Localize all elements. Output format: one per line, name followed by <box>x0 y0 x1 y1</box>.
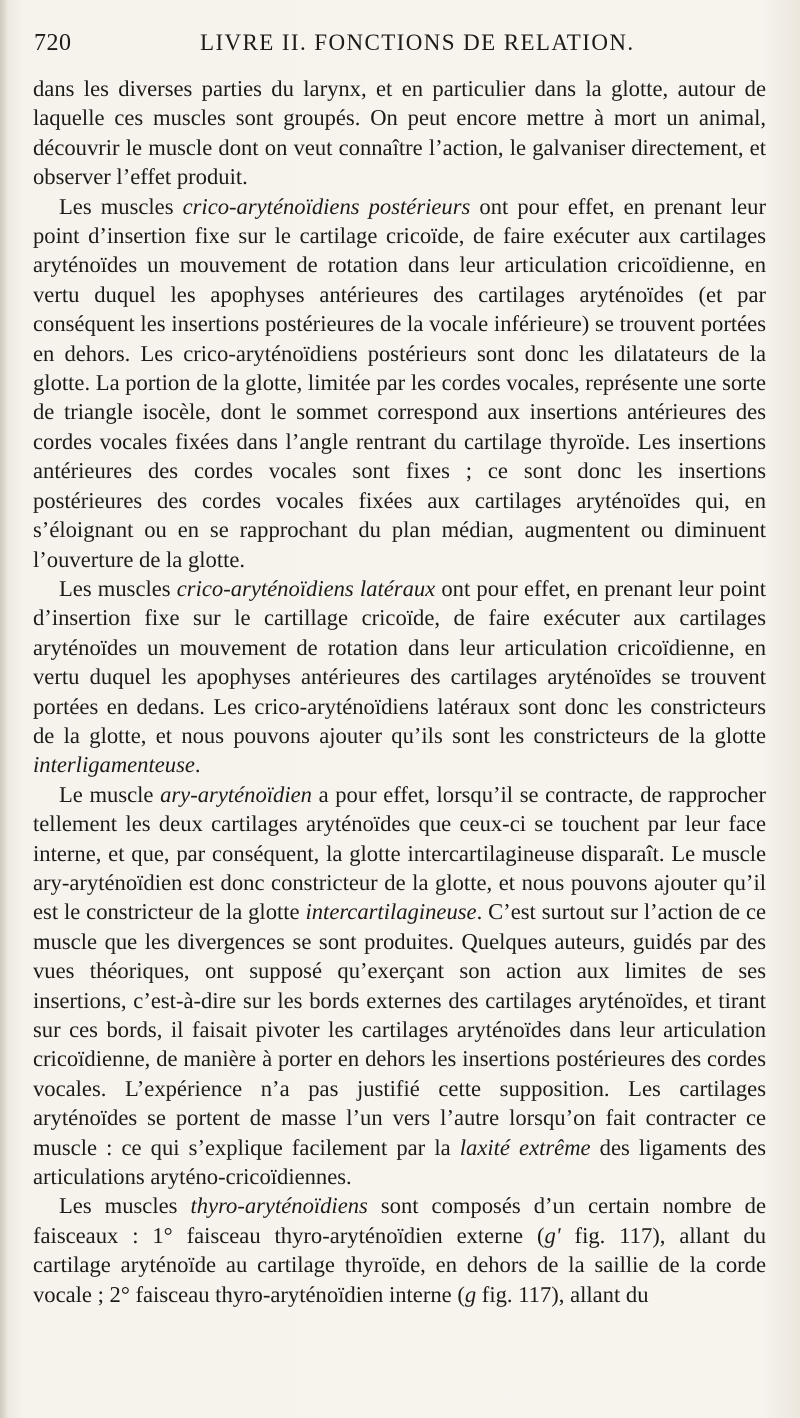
paragraph-5-text-2: sont composés d’un certain nombre de faisceaux : 1° faisceau thyro-aryténoïdien externe ( <box>33 1193 766 1248</box>
paragraph-2 <box>33 192 766 574</box>
paragraph-3 <box>33 574 766 780</box>
paragraph-5-text-1: Les muscles <box>59 1193 191 1219</box>
paragraph-3-term-1: crico-aryténoïdiens latéraux <box>176 575 436 601</box>
paragraph-1-text: dans les diverses parties du larynx, et en particulier dans la glotte, autour de laquelle ces muscles sont groupés. On peut encore mettre à mort un animal, découvrir le muscle dont on veut connaître l’action, le galvaniser directement, et observer l’effet produit. <box>33 76 766 190</box>
paragraph-5-term: thyro-aryténoïdiens <box>190 1193 368 1219</box>
paragraph-4-text-2: a pour effet, lorsqu’il se contracte, de rapprocher tellement les deux cartilages aryténoïdes que ceux-ci se touchent par leur face interne, et que, par conséquent, la glotte intercartilagineuse disparaît. Le muscle ary-aryténoïdien est donc constricteur de la glotte, et nous pouvons ajouter qu’il est le constricteur de la glotte <box>33 781 766 925</box>
paragraph-4-term-1: ary-aryténoïdien <box>160 781 312 807</box>
paragraph-2-text-2: ont pour effet, en prenant leur point d’insertion fixe sur le cartilage cricoïde, de faire exécuter aux cartilages aryténoïdes un mouvement de rotation dans leur articulation cricoïdienne, en vertu duquel les apophyses antérieures des cartilages aryténoïdes (et par conséquent les insertions postérieures de la vocale inférieure) se trouvent portées en dehors. Les crico-aryténoïdiens postérieurs sont donc les dilatateurs de la glotte. La portion de la glotte, limitée par les cordes vocales, représente une sorte de triangle isocèle, dont le sommet correspond aux insertions antérieures des cordes vocales fixées dans l’angle rentrant du cartilage thyroïde. Les insertions antérieures des cordes vocales sont fixes ; ce sont donc les insertions postérieures des cordes vocales fixées aux cartilages aryténoïdes qui, en s’éloignant ou en se rapprochant du plan médian, augmentent ou diminuent l’ouverture de la glotte. <box>33 193 766 572</box>
paragraph-2-term: crico-aryténoïdiens postérieurs <box>182 193 471 219</box>
paragraph-4-text-1: Le muscle <box>59 781 161 807</box>
paragraph-4-term-3: laxité extrême <box>459 1134 591 1160</box>
paragraph-3-term-2: interligamenteuse <box>33 752 195 778</box>
page-number: 720 <box>34 30 72 56</box>
paragraph-5-text-3: fig. 117), allant du cartilage aryténoïde au cartilage thyroïde, en dehors de la saillie de la corde vocale ; 2° faisceau thyro-aryténoïdien interne ( <box>33 1222 767 1307</box>
page-header <box>34 30 764 60</box>
paragraph-3-text-1: Les muscles <box>59 575 177 601</box>
running-title: LIVRE II. FONCTIONS DE RELATION. <box>200 30 635 55</box>
paragraph-5 <box>33 1191 766 1309</box>
paragraph-2-text-1: Les muscles <box>59 193 183 219</box>
paragraph-4 <box>33 780 766 1192</box>
paragraph-3-text-3: . <box>194 752 201 778</box>
paragraph-4-text-4: des ligaments des articulations aryténo-cricoïdiennes. <box>33 1134 766 1190</box>
paragraph-4-term-2: intercartilagineuse <box>305 899 477 925</box>
paragraph-3-text-2: ont pour effet, en prenant leur point d’insertion fixe sur le cartillage cricoïde, de faire exécuter aux cartilages aryténoïdes un mouvement de rotation dans leur articulation cricoïdienne, en vertu duquel les apophyses antérieures des cartilages aryténoïdes se trouvent portées en dedans. Les crico-aryténoïdiens latéraux sont donc les constricteurs de la glotte, et nous pouvons ajouter qu’ils sont les constricteurs de la glotte <box>33 575 766 748</box>
paragraph-5-figure-label-2: g <box>464 1281 477 1307</box>
paragraph-5-figure-label-1: g' <box>544 1222 561 1248</box>
page-edge-shadow <box>0 0 8 1418</box>
paragraph-4-text-3: . C’est surtout sur l’action de ce muscle que les divergences se sont produites. Quelques auteurs, guidés par des vues théoriques, ont supposé qu’exerçant son action aux limites de ses insertions, c’est-à-dire sur les bords externes des cartilages aryténoïdes, et tirant sur ces bords, il faisait pivoter les cartilages aryténoïdes dans leur articulation cricoïdienne, de manière à porter en dehors les insertions postérieures des cordes vocales. L’expérience n’a pas justifié cette supposition. Les cartilages aryténoïdes se portent de masse l’un vers l’autre lorsqu’on fait contracter ce muscle : ce qui s’explique facilement par la <box>33 899 767 1160</box>
paragraph-5-text-4: fig. 117), allant du <box>476 1281 649 1307</box>
paragraph-1 <box>33 74 766 192</box>
body-text <box>33 74 766 1309</box>
